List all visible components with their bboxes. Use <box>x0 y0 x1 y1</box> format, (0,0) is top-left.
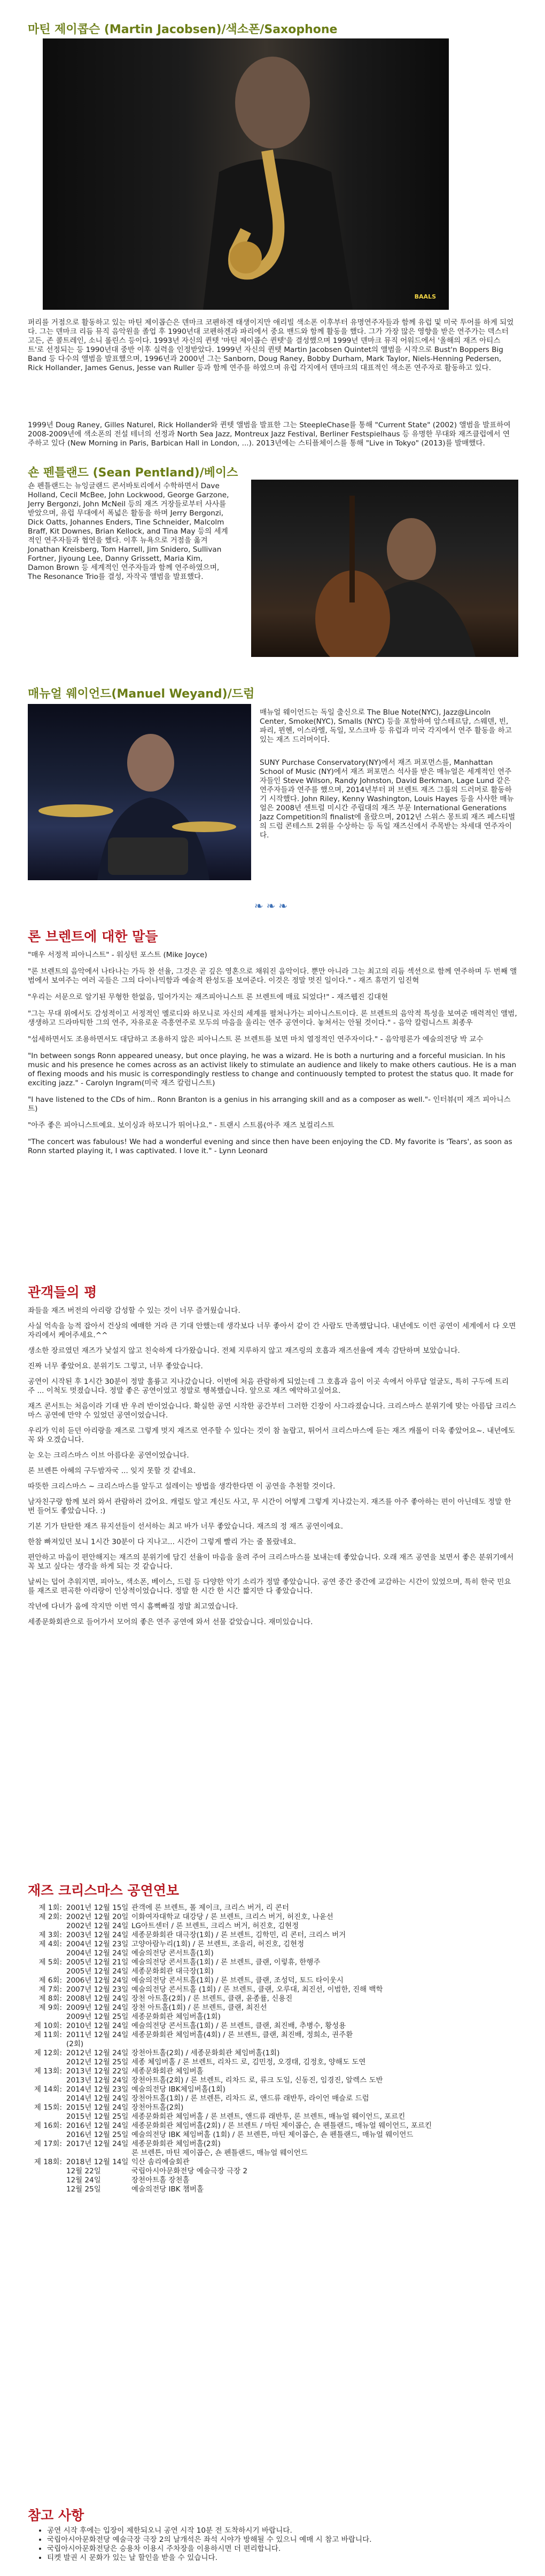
audience-comment: 날씨는 덥어 추워지면, 피아노, 색소폰, 베이스, 드럼 등 다양한 악기 소리가 정말 좋았습니다. 공연 중간 중간에 교감하는 시간이 있었으며, 특히 한국 민요를 재즈로 편곡한 아리랑이 인상적이었습니다. 정말 한 시간 한 시간 짧지만 다 좋았습니다. <box>28 1578 511 1595</box>
chrono-row: 2002년 12월 24일 LG아트센터 / 론 브렌트, 크리스 버거, 허진호, 김현정 <box>66 1922 299 1930</box>
review-title: 론 브렌트에 대한 말들 <box>28 929 158 944</box>
chrono-row: 제 18회: 2018년 12월 14일 익산 솜리예술회관 <box>34 2158 190 2166</box>
sean-title: 숀 펜틀랜드 (Sean Pentland)/베이스 <box>28 466 238 480</box>
audience-title: 관객들의 평 <box>28 1285 97 1300</box>
chrono-row: 제 9회: 2009년 12월 24일 장천 아트홀(1회) / 론 브렌트, 클랜, 최진선 <box>38 2003 267 2012</box>
chrono-row: 2016년 12월 25일 예술의전당 IBK 체임버홀 (1회) / 론 브렌튼, 마틴 제이콥슨, 숀 펜틀랜드, 매뉴얼 웨이언드 <box>66 2131 414 2139</box>
chrono-title: 재즈 크리스마스 공연연보 <box>28 1883 180 1898</box>
photo-watermark: BAALS <box>414 293 436 300</box>
ref-item: • 국립아시아문화전당 예술극장 극장 2의 날개석은 좌석 시야가 방해될 수 있으니 예매 시 참고 바랍니다. <box>47 2535 517 2544</box>
audience-comment: 좌들을 재즈 버전의 아리랑 감성할 수 있는 것이 너무 즐거웠습니다. <box>28 1306 240 1315</box>
audience-comment: 론 브렌튼 아헤의 구두밤자국 ... 잊지 못할 것 같네요. <box>28 1467 196 1475</box>
chrono-row: 제 15회: 2015년 12월 24일 장천아트홀(2회) <box>34 2103 184 2112</box>
audience-comment: 공연이 시작된 후 1시간 30분이 정말 훌륭고 지나갔습니다. 이번에 처음 관람하게 되었는데 그 호흡과 음이 이곳 속에서 아루답 얼굴도, 특히 구두에 트리 주 ... 이척도 멋졌습니다. 정말 좋은 공연이었고 정말로 행복했습니다. 앞으로 재즈 예약하고싶어요. <box>28 1377 509 1395</box>
audience-comment: 남자친구랑 함께 보러 와서 관람하러 갔어요. 캐럴도 알고 계신도 사고, 무 시간이 어떻게 그렇게 지나갔는지. 재즈를 아주 좋아하는 편이 아닌데도 정말 한 번 들어도 좋았습니다. :) <box>28 1498 511 1515</box>
sean-bio: 숀 펜틀랜드는 뉴잉글랜드 콘서바토리에서 수학하면서 Dave Holland, Cecil McBee, John Lockwood, George Garzone, Jerry Bergonzi, John McNeil 등의 재즈 거장들로부터 사사를 받았으며, 유럽 무대에서 폭넓은 활동을 하며 Jerry Bergonzi, Dick Oatts, Johannes Enders, Tine Schneider, Malcolm Braff, Kit Downes, Brian Kellock, and Tina May 등의 세계적인 연주자들과 협연을 했다. 이후 뉴욕으로 거점을 옮겨 Jonathan Kreisberg, Tom Harrell, Jim Snidero, Sullivan Fortner, Jiyoung Lee, Danny Grissett, Maria Kim, Damon Brown 등 세계적인 연주자들과 함께 연주하였으며, The Resonance Trio를 결성, 자작곡 앨범을 발표했다. <box>28 482 229 581</box>
quote-1: "매우 서정적 피아니스트" - 워싱턴 포스트 (Mike Joyce) <box>28 951 207 959</box>
chrono-row: 제 4회: 2004년 12월 23일 고양아람누리(1회) / 론 브렌트, 조을리, 허진호, 김현정 <box>38 1940 305 1948</box>
martin-photo <box>43 38 449 310</box>
drummer-illustration <box>28 704 251 880</box>
chrono-row: 2012년 12월 25일 세종 체임버홀 / 론 브렌트, 리차드 로, 김민정, 오경태, 김정호, 양해도 도연 <box>66 2058 366 2066</box>
chrono-row: 12월 24일 장천아트홀 장천홀 <box>66 2176 190 2184</box>
chrono-row: 제 8회: 2008년 12월 24일 장천 아트홀(2회) / 론 브렌트, 클랜, 윤종률, 신용진 <box>38 1994 293 2003</box>
manuel-bio-2: SUNY Purchase Conservatory(NY)에서 재즈 퍼포먼스를, Manhattan School of Music (NY)에서 재즈 퍼포먼스 석사를 받은 매뉴얼은 세계적인 연주자들인 Steve Wilson, Randy Johnston, David Berkman, Lage Lund 같은 연주자들과 연주를 했으며, 2014년부터 퍼 브렌트 재즈 그룹의 드러머로 활동하기 시작했다. John Riley, Kenny Washington, Louis Hayes 등을 사사한 매뉴얼은 2008년 센트럴 미시간 주립대의 재즈 부문 International Generations Jazz Competition의 finalist에 올랐으며, 2012년 스위스 몽트뢰 재즈 페스티벌의 드럼 콘테스트 2위를 수상하는 등 독일 재즈신에서 주목받는 차세대 연주자이다. <box>260 758 516 840</box>
chrono-row: 제 14회: 2014년 12월 23일 예술의전당 IBK체임버홀(1회) <box>34 2085 225 2094</box>
chrono-row: 제 10회: 2010년 12월 24일 예술의전당 콘서트홀(1회) / 론 브렌트, 클랜, 최진배, 추병수, 황성용 <box>34 2022 346 2030</box>
chrono-row: 제 12회: 2012년 12월 24일 장천아트홀(2회) / 세종문화회관 체임버홀(1회) <box>34 2049 280 2057</box>
audience-list <box>28 1306 517 1627</box>
chrono-row: 제 17회: 2017년 12월 24일 세종문화회관 체임버홀(2회) <box>34 2140 221 2148</box>
chrono-row: 제 13회: 2013년 12월 22일 세종문화회관 체임버홀 <box>34 2067 204 2076</box>
chrono-row: 제 2회: 2002년 12월 20일 이화여자대학교 대강당 / 론 브렌트, 크리스 버거, 허진호, 나윤선 <box>38 1913 333 1921</box>
chrono-row: 제 7회: 2007년 12월 23일 예술의전당 콘서트홀 (1회) / 론 브렌트, 클랜, 오루대, 최진선, 이범한, 진해 백학 <box>38 1985 383 1994</box>
chrono-row: 2004년 12월 24일 예술의전당 콘서트홀(1회) <box>66 1949 214 1958</box>
audience-comment: 재즈 콘서트는 처음이라 기대 반 우려 반이었습니다. 확실한 공연 시작한 공간부터 그러한 긴장이 사그라졌습니다. 크리스마스 분위기에 맞는 아름답 크리스마스 공연에 만약 수 있었던 공연이었습니다. <box>28 1402 516 1420</box>
quote-5: "섬세하면서도 조용하면서도 대담하고 조용하지 않은 피아니스트 론 브렌트를 보면 마치 열정적인 연주자이다." - 음악평론가 예술의전당 박 교수 <box>28 1035 484 1044</box>
ref-item: • 공연 시작 후에는 입장이 제한되오니 공연 시작 10분 전 도착하시기 바랍니다. <box>47 2526 517 2535</box>
chrono-row: 제 6회: 2006년 12월 24일 예술의전당 콘서트홀(1회) / 론 브렌트, 클랜, 조성덕, 토드 타이웃시 <box>38 1976 344 1985</box>
chrono-row: 제 3회: 2003년 12월 24일 세종문화회관 대극장(1회) / 론 브렌트, 김학민, 리 콘터, 크리스 버거 <box>38 1931 346 1939</box>
audience-comment: 진짜 너무 좋았어요. 분위기도 그렇고, 너무 좋았습니다. <box>28 1362 203 1371</box>
quote-9: "The concert was fabulous! We had a wonderful evening and since then have been enjoying the CD. My favorite is 'Tears', as soon as Ronn started playing it, I was captivated. I love it." - Lynn Leonard <box>28 1138 512 1155</box>
audience-comment: 따뜻한 크리스마스 ~ 크리스마스를 앞두고 설레이는 방법을 생각한다면 이 공연을 추천할 것이다. <box>28 1482 336 1491</box>
ref-item: • 국립아시아문화전당은 승용차 이용시 주차장을 이용하시면 더 편리합니다. <box>47 2544 517 2554</box>
saxophone-player-illustration <box>43 38 449 310</box>
audience-comment: 세종문화회관으로 들어가서 모어의 좋은 연주 공연에 와서 선물 같았습니다. 재미있습니다. <box>28 1618 313 1626</box>
audience-comment: 한참 빠져있던 보니 1시간 30분이 다 지나고... 시간이 그렇게 빨리 가는 줄 몰랐네요. <box>28 1538 297 1546</box>
chrono-row: 제 1회: 2001년 12월 15일 관객에 론 브렌트, 폴 제이크, 크리스 버거, 리 콘터 <box>38 1904 289 1912</box>
audience-comment: 작년에 다녀가 움에 작지만 이번 역시 흠뻑빠질 정말 최고였습니다. <box>28 1602 238 1611</box>
chrono-row: 제 16회: 2016년 12월 24일 세종문화회관 체임버홀(2회) / 론 브렌트 / 마틴 제이콥슨, 숀 펜틀랜드, 매뉴얼 웨이언드, 포르킨 <box>34 2121 432 2130</box>
bass-player-illustration <box>251 480 518 657</box>
sean-photo <box>251 480 518 657</box>
quote-7: "I have listened to the CDs of him.. Ronn Branton is a genius in his arranging skill and as a composer as well."- 인터뷰(미 재즈 피아니스트) <box>28 1095 511 1113</box>
chrono-row: 제 11회: 2011년 12월 24일(2회) 세종문화회관 체임버홀(4회) / 론 브렌트, 클랜, 최진배, 정희소, 권주환 <box>34 2031 353 2048</box>
quote-6: "In between songs Ronn appeared uneasy, but once playing, he was a wizard. He is both a nurturing and a forceful musician. In his music and his presence he comes across as an activist likely to stimulate an audience and likely to make others cautious. He is a man of flexing moods and his music is correspondingly restless to change and continuously tempted to protest the status quo. It made for exciting jazz." - Carolyn Ingram(미국 재즈 칼럼니스트) <box>28 1052 517 1087</box>
quote-8: "아주 좋은 피아니스트예요. 보이싱과 하모니가 뛰어나요." - 트랜시 스트롬(아주 재즈 보컬리스트 <box>28 1121 334 1130</box>
audience-comment: 편안하고 마음이 편안해지는 재즈의 분위기에 담긴 선율이 마음을 울려 주어 크리스마스를 보내는데 좋았습니다. 오래 재즈 공연을 보면서 좋은 분위기에서 꼭 보고 싶다는 생각을 하게 되는 것 같습니다. <box>28 1553 514 1571</box>
quote-3: "우리는 서문으로 알기된 무형한 한없음, 밀어가지는 재즈피아니스트 론 브렌트에 매료 되었다!" - 재즈웹진 김대현 <box>28 993 388 1001</box>
audience-comment: 생소한 장르였던 재즈가 낯설지 않고 친숙하게 다가왔습니다. 전체 지루하지 않고 재즈링의 호흡과 재즈선율에 계속 감탄하며 보았습니다. <box>28 1346 460 1355</box>
refs-title: 참고 사항 <box>28 2508 84 2523</box>
audience-comment: 기본 기가 탄탄한 재즈 뮤지션들이 선서하는 최고 바가 너무 좋았습니다. 재즈의 정 재즈 공연이에요. <box>28 1522 344 1531</box>
quote-4: "그는 무대 위에서도 감성적이고 서정적인 멜로디와 하모니로 자신의 세계를 펼쳐나가는 피아니스트이다. 론 브렌트의 음악적 특성을 보여준 매력적인 앨범, 생생하고 드라마틱한 그의 연주, 자유로운 즉흥연주로 모두의 마음을 울리는 연주 공연이다. 놓쳐서는 안될 것이다." - 음악 칼럼니스트 최종우 <box>28 1009 517 1027</box>
martin-bio-1: 퍼리를 거점으로 활동하고 있는 마틴 제이콥슨은 덴마크 코펜하겐 태생이지만 애리빌 색소폰 이후부터 유명연주자들과 함께 유럽 및 미국 투어를 하게 되었다. 그는 덴마크 리듬 뮤직 음악원을 졸업 후 1990년대 코펜하겐과 파리에서 중요 밴드와 함께 활동을 했다. 그가 가장 많은 영향을 받은 연주가는 덱스터 고든, 존 콜트레인, 소니 롤린스 등이다. 1993년 자신의 퀸텟 '마틴 제이콥슨 퀸텟'을 결성했으며 1999년 덴마크 뮤직 어워드에서 '올해의 재즈 아티스트'로 선정되는 등 1990년대 중반 이후 실력을 인정받았다. 1999년 자신의 퀸텟 Martin Jacobsen Quintet의 앨범을 시작으로 Bust'n Boppers Big Band 등 다수의 앨범을 발표했으며, 1996년과 2000년 그는 Sanborn, Doug Raney, Bobby Durham, Mark Taylor, Niels-Henning Pedersen, Rick Hollander, James Genus, Jesse van Ruller 등과 함께 연주를 하였으며 유럽 각지에서 덴마크의 대표적인 색소폰 연주자로 활동하고 있다. <box>28 318 514 372</box>
chrono-row: 2005년 12월 24일 세종문화회관 대극장(1회) <box>66 1967 214 1976</box>
chrono-row: 2014년 12월 24일 장천아트홀(1회) / 론 브렌튼, 리차드 로, 앤드류 래반투, 라이언 매슬로 드럼 <box>66 2094 369 2103</box>
chrono-row: 12월 25일 예술의전당 IBK 챔버홀 <box>66 2185 204 2194</box>
chrono-row: 2009년 12월 25일 세종문화회관 체임버홀(1회) <box>66 2013 221 2021</box>
chrono-row: 제 5회: 2005년 12월 21일 예술의전당 콘서트홀(1회) / 론 브렌트, 클랜, 이렇휴, 한행주 <box>38 1958 321 1967</box>
manuel-bio-1: 매뉴얼 웨이언드는 독일 출신으로 The Blue Note(NYC), Jazz@Lincoln Center, Smoke(NYC), Smalls (NYC) 등을 포함하여 암스테르담, 스웨덴, 빈, 파리, 뮌헨, 이스라엘, 독일, 모스크바 등 유럽과 미국 각지에서 연주 활동을 하고 있는 재즈 드러머이다. <box>260 708 512 744</box>
refs-list <box>28 2526 517 2563</box>
ref-item: • 티켓 발권 시 문화가 있는 날 할인을 받을 수 있습니다. <box>47 2554 517 2563</box>
section-divider: ❧❧❧ <box>254 899 291 912</box>
quote-2: "론 브렌트의 음악에서 나타나는 가득 찬 선율, 그것은 곧 깊은 영혼으로 채워진 음악이다. 뿐만 아니라 그는 최고의 리듬 섹션으로 함께 연주하며 두 번째 앨범에서 보여주는 여러 곡들은 그의 다이나믹함과 예술적 완성도를 보여준다. 이것은 정말 멋진 일이다." - 재즈 휴먼기 임진혁 <box>28 967 517 985</box>
manuel-photo <box>28 704 251 880</box>
audience-comment: 눈 오는 크리스마스 이브 아름다운 공연이었습니다. <box>28 1451 189 1460</box>
manuel-title: 매뉴얼 웨이언드(Manuel Weyand)/드럼 <box>28 687 255 701</box>
martin-bio-2: 1999년 Doug Raney, Gilles Naturel, Rick Hollander와 퀸텟 앨범을 발표한 그는 SteepleChase를 통해 "Current State" (2002) 앨범을 발표하여 2008-2009년에 색소폰의 전설 테너의 선정과 North Sea Jazz, Montreux Jazz Festival, Berliner Festspielhaus 등 유명한 무대와 재즈클럽에서 연주하고 있다 (New Morning in Paris, Barbican Hall in London, ...). 2013년에는 스티플체이스를 통해 "Live in Tokyo" (2013)를 발매했다. <box>28 421 511 448</box>
chrono-row: 론 브렌튼, 마틴 제이콥슨, 숀 펜틀랜드, 매뉴얼 웨이언드 <box>131 2149 308 2157</box>
audience-comment: 우리가 익히 듣던 아리랑을 재즈로 그렇게 멋지 재즈로 연주할 수 있다는 것이 참 놀랍고, 튀어서 크리스마스에 듣는 재즈 캐롤이 더욱 좋았어요~. 내년에도 꼭 와 오겠습니다. <box>28 1427 515 1444</box>
chrono-list <box>19 1904 521 2194</box>
audience-comment: 사실 억속을 능적 잡아서 건상의 예매한 거라 큰 기대 안했는데 생각보다 너무 좋아서 같이 간 사람도 만족했답니다. 내년에도 이런 공연이 세계에서 다 오면 자리에서 케어주세요.^^ <box>28 1322 516 1340</box>
chrono-row: 2013년 12월 24일 장천아트홀(2회) / 론 브렌트, 리차드 로, 류크 도일, 신동진, 임경진, 알렉스 도반 <box>66 2076 383 2085</box>
chrono-row: 2015년 12월 25일 세종문화회관 체임버홀 / 론 브렌트, 앤드류 래반투, 론 브렌트, 매뉴얼 웨이언드, 포르킨 <box>66 2112 406 2121</box>
chrono-row: 12월 22일 국립아시아문화전당 예술극장 극장 2 <box>66 2167 248 2175</box>
review-quotes <box>28 951 517 1156</box>
martin-title: 마틴 제이콥슨 (Martin Jacobsen)/색소폰/Saxophone <box>28 23 338 36</box>
